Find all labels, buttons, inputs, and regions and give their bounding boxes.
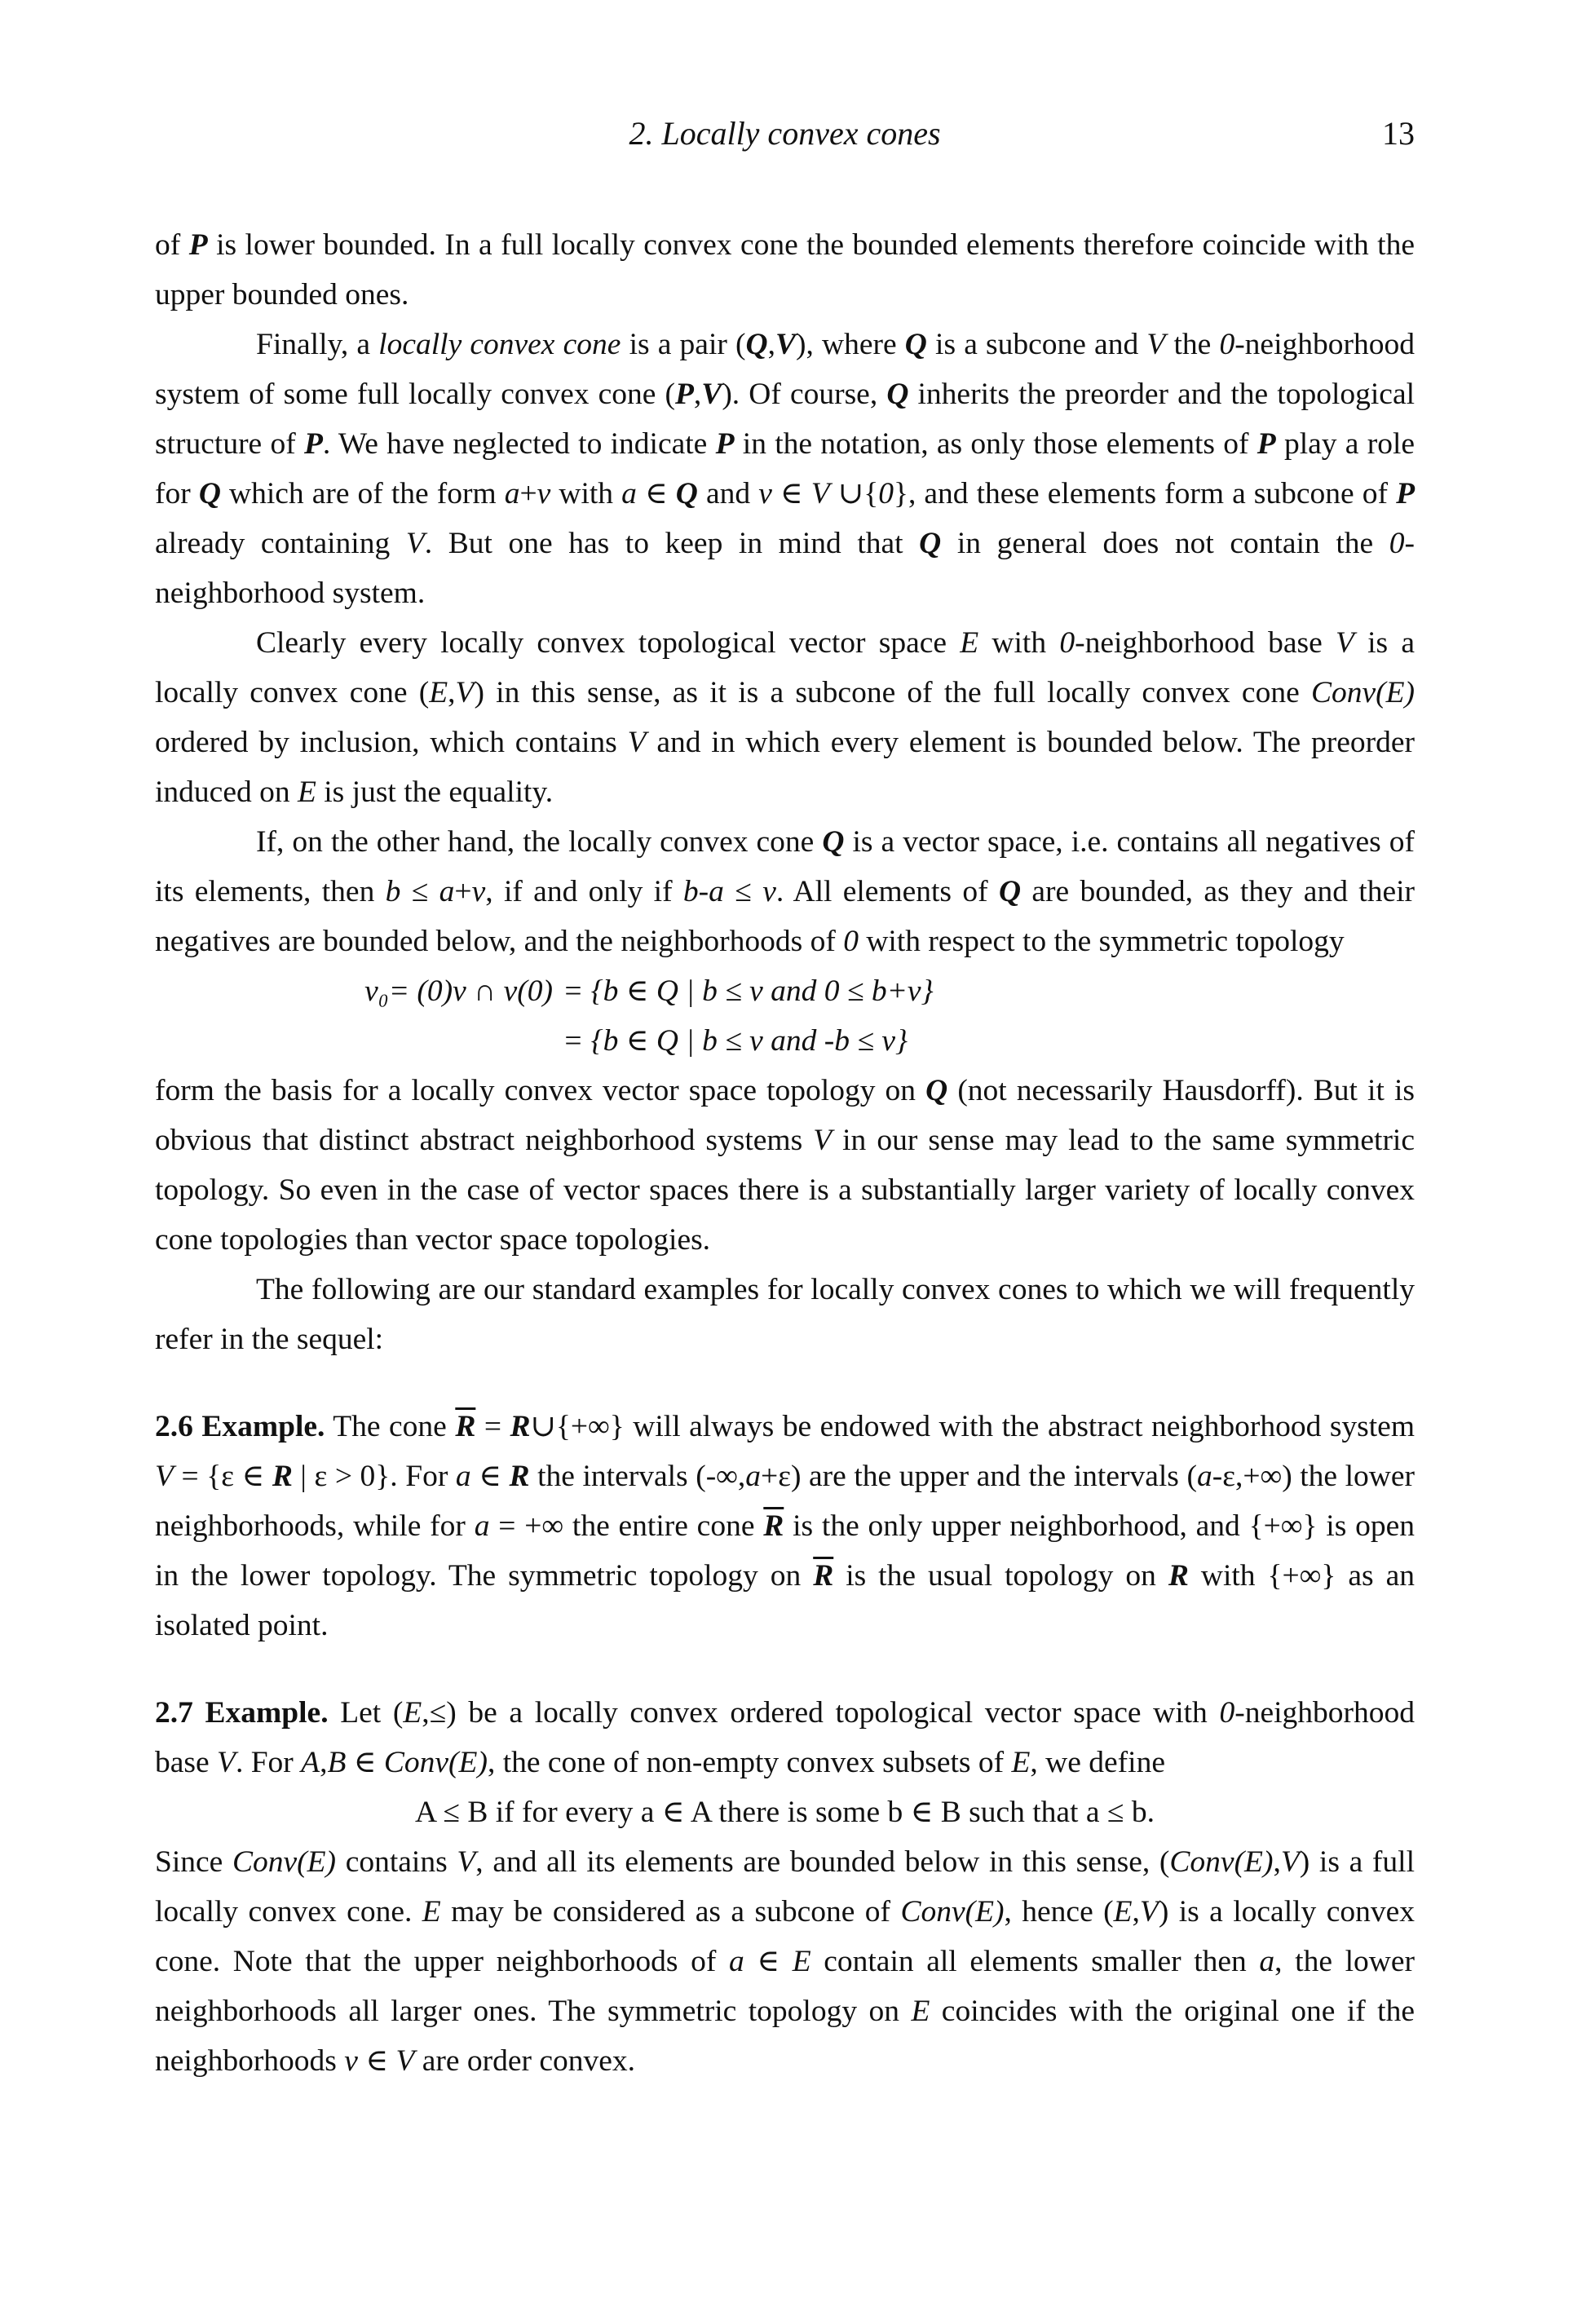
example-2-7: 2.7 Example. Let (E,≤) be a locally convex ordered topological vector space with 0-neighborhood base V. For A,B ∈ Conv(E), the cone of non-empty convex subsets of E, we define: [155, 1696, 1415, 1779]
paragraph: of P is lower bounded. In a full locally convex cone the bounded elements therefore coincide with the upper bounded ones.: [155, 228, 1415, 311]
paragraph: form the basis for a locally convex vector space topology on Q (not necessarily Hausdorff). But it is obvious that distinct abstract neighborhood systems V in our sense may lead to the same symmetric topology. So even in the case of vector spaces there is a substantially larger variety of locally convex cone topologies than vector space topologies.: [155, 1074, 1415, 1257]
paragraph: If, on the other hand, the locally convex cone Q is a vector space, i.e. contains all negatives of its elements, then b ≤ a+v, if and only if b-a ≤ v. All elements of Q are bounded, as they and their negatives are bounded below, and the neighborhoods of 0 with respect to the symmetric topology: [155, 825, 1416, 958]
page-header: [155, 114, 1415, 163]
display-equation: [155, 1016, 1415, 1066]
paragraph: Clearly every locally convex topological vector space E with 0-neighborhood base V is a locally convex cone (E,V) in this sense, as it is a subcone of the full locally convex cone Conv(E) ordered by inclusion, which contains V and in which every element is bounded below. The preorder induced on E is just the equality.: [155, 626, 1416, 809]
paragraph: Finally, a locally convex cone is a pair (Q,V), where Q is a subcone and V the 0-neighborhood system of some full locally convex cone (P,V). Of course, Q inherits the preorder and the topological structure of P. We have neglected to indicate P in the notation, as only those elements of P play a role for Q which are of the form a+v with a ∈ Q and v ∈ V ∪{0}, and these elements form a subcone of P already containing V. But one has to keep in mind that Q in general does not contain the 0-neighborhood system.: [155, 328, 1416, 610]
display-equation: [155, 966, 1415, 1016]
equation-rhs: = {b ∈ Q | b ≤ v and 0 ≤ b+v}: [563, 974, 934, 1008]
example-label: 2.6 Example.: [155, 1410, 325, 1443]
body-text: [155, 220, 1415, 2086]
running-title: 2. Locally convex cones: [629, 115, 941, 152]
display-equation: A ≤ B if for every a ∈ A there is some b ∈ B such that a ≤ b.: [415, 1796, 1155, 1829]
example-2-6: 2.6 Example. The cone $\overline{R}$ = R∪{+∞} will always be endowed with the abstract neighborhood system V = {ε ∈ R | ε > 0}. For a ∈ R the intervals (-∞,a+ε) are the upper and the intervals (a-ε,+∞) the lower neighborhoods, while for a = +∞ the entire cone $\overline{R}$ is the only upper neighborhood, and {+∞} is open in the lower topology. The symmetric topology on $\overline{R}$ is the usual topology on R with {+∞} as an isolated point.: [155, 1410, 1416, 1642]
equation-lhs: v₀= (0)v ∩ v(0): [364, 974, 553, 1008]
paragraph: Since Conv(E) contains V, and all its elements are bounded below in this sense, (Conv(E),V) is a full locally convex cone. E may be considered as a subcone of Conv(E), hence (E,V) is a locally convex cone. Note that the upper neighborhoods of a ∈ E contain all elements smaller then a, the lower neighborhoods all larger ones. The symmetric topology on E coincides with the original one if the neighborhoods v ∈ V are order convex.: [155, 1845, 1415, 2078]
paragraph: The following are our standard examples for locally convex cones to which we will frequently refer in the sequel:: [155, 1273, 1415, 1356]
example-label: 2.7 Example.: [155, 1696, 329, 1730]
page-number: 13: [1382, 115, 1415, 152]
equation-rhs: = {b ∈ Q | b ≤ v and -b ≤ v}: [563, 1024, 908, 1058]
